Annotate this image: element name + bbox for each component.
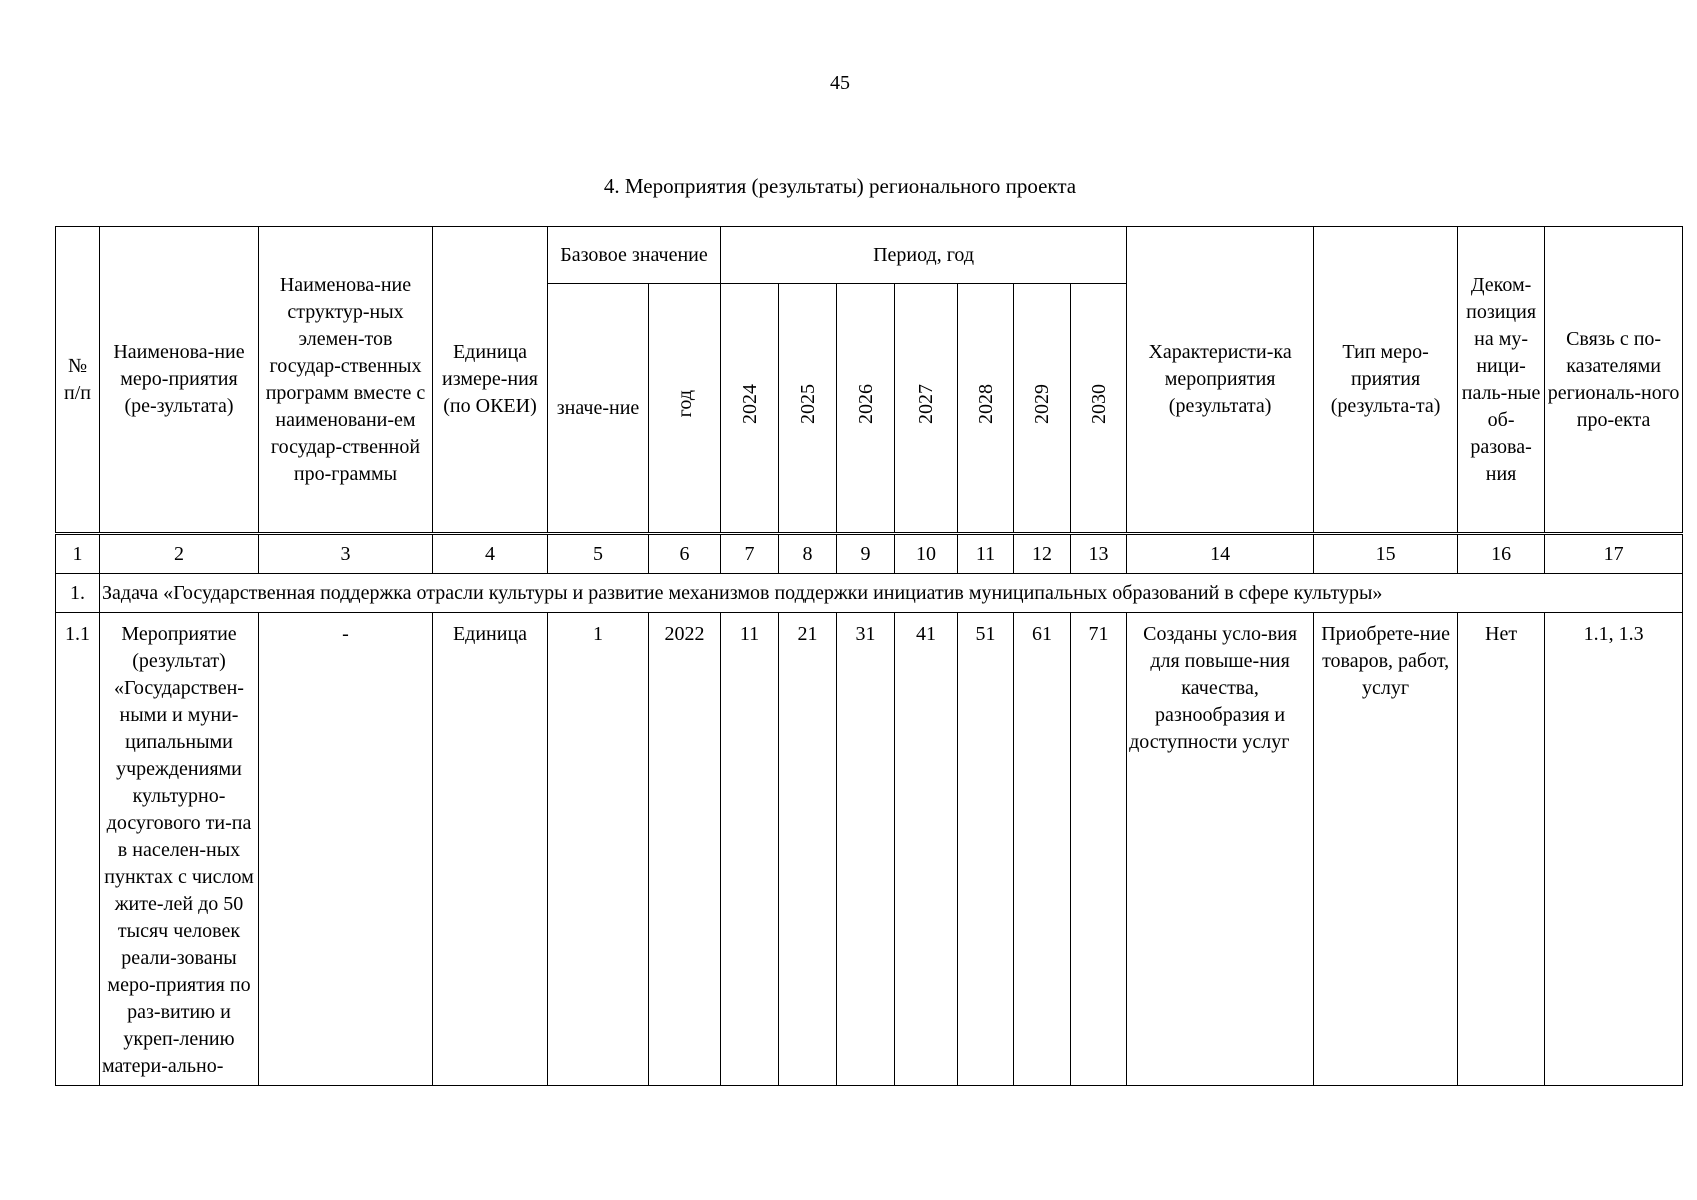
row-structural: - [259, 613, 433, 1086]
header-characteristic: Характеристи-ка мероприятия (результата) [1127, 227, 1314, 534]
column-number: 1 [56, 534, 100, 574]
column-number: 17 [1545, 534, 1683, 574]
table-row [56, 613, 1683, 1086]
section-title: 4. Мероприятия (результаты) регионального проекта [603, 174, 1077, 198]
header-row-1 [56, 227, 1683, 284]
column-number: 16 [1458, 534, 1545, 574]
header-year-label: 2028 [974, 384, 997, 424]
header-name: Наименова-ние меро-приятия (ре-зультата) [100, 227, 259, 534]
header-year-2028 [958, 284, 1014, 534]
row-value-2029: 61 [1014, 613, 1071, 1086]
header-year-2030 [1071, 284, 1127, 534]
task-row [56, 574, 1683, 613]
header-unit: Единица измере-ния (по ОКЕИ) [433, 227, 548, 534]
column-number: 3 [259, 534, 433, 574]
task-number: 1. [56, 574, 100, 613]
row-value-2028: 51 [958, 613, 1014, 1086]
header-year-2029 [1014, 284, 1071, 534]
row-base-year: 2022 [649, 613, 721, 1086]
header-year-2025 [779, 284, 837, 534]
row-decomposition: Нет [1458, 613, 1545, 1086]
header-year-label: 2030 [1087, 384, 1110, 424]
header-year-label: 2026 [854, 384, 877, 424]
row-link: 1.1, 1.3 [1545, 613, 1683, 1086]
task-text: Задача «Государственная поддержка отрасли культуры и развитие механизмов поддержки инициатив муниципальных образований в сфере культуры» [100, 574, 1683, 613]
row-value-2026: 31 [837, 613, 895, 1086]
header-base-group: Базовое значение [548, 227, 721, 284]
header-period-group: Период, год [721, 227, 1127, 284]
header-year-label: 2025 [796, 384, 819, 424]
header-base-year-label: год [673, 390, 696, 418]
header-year-label: 2024 [738, 384, 761, 424]
column-number: 11 [958, 534, 1014, 574]
header-link: Связь с по-казателями региональ-ного про-екта [1545, 227, 1683, 534]
row-name: Мероприятие (результат) «Государствен-ными и муни-ципальными учреждениями культурно-досугового ти-па в населен-ных пунктах с числом жите-лей до 50 тысяч человек реали-зованы меро-приятия по раз-витию и укреп-лению матери-ально- [100, 613, 259, 1086]
column-number: 10 [895, 534, 958, 574]
header-year-2027 [895, 284, 958, 534]
column-number: 5 [548, 534, 649, 574]
column-number: 15 [1314, 534, 1458, 574]
column-number: 7 [721, 534, 779, 574]
header-structural: Наименова-ние структур-ных элемен-тов государ-ственных программ вместе с наименовани-ем государ-ственной про-граммы [259, 227, 433, 534]
column-number: 2 [100, 534, 259, 574]
header-year-2024 [721, 284, 779, 534]
row-value-2025: 21 [779, 613, 837, 1086]
row-num: 1.1 [56, 613, 100, 1086]
column-number: 4 [433, 534, 548, 574]
row-value-2027: 41 [895, 613, 958, 1086]
column-number: 14 [1127, 534, 1314, 574]
row-type: Приобрете-ние товаров, работ, услуг [1314, 613, 1458, 1086]
column-number: 12 [1014, 534, 1071, 574]
header-type: Тип меро-приятия (результа-та) [1314, 227, 1458, 534]
header-year-2026 [837, 284, 895, 534]
row-base-value: 1 [548, 613, 649, 1086]
column-number: 13 [1071, 534, 1127, 574]
column-number: 6 [649, 534, 721, 574]
column-number: 9 [837, 534, 895, 574]
header-year-label: 2027 [915, 384, 938, 424]
row-value-2024: 11 [721, 613, 779, 1086]
header-decomposition: Деком-позиция на му-ници-паль-ные об-разова-ния [1458, 227, 1545, 534]
row-characteristic: Созданы усло-вия для повыше-ния качества, разнообразия и доступности услуг [1127, 613, 1314, 1086]
column-number-row [56, 534, 1683, 574]
row-value-2030: 71 [1071, 613, 1127, 1086]
header-year-label: 2029 [1031, 384, 1054, 424]
header-num: № п/п [56, 227, 100, 534]
header-base-year [649, 284, 721, 534]
column-number: 8 [779, 534, 837, 574]
header-base-value: значе-ние [548, 284, 649, 534]
results-table [55, 226, 1683, 1086]
page-number: 45 [830, 72, 850, 94]
row-unit: Единица [433, 613, 548, 1086]
